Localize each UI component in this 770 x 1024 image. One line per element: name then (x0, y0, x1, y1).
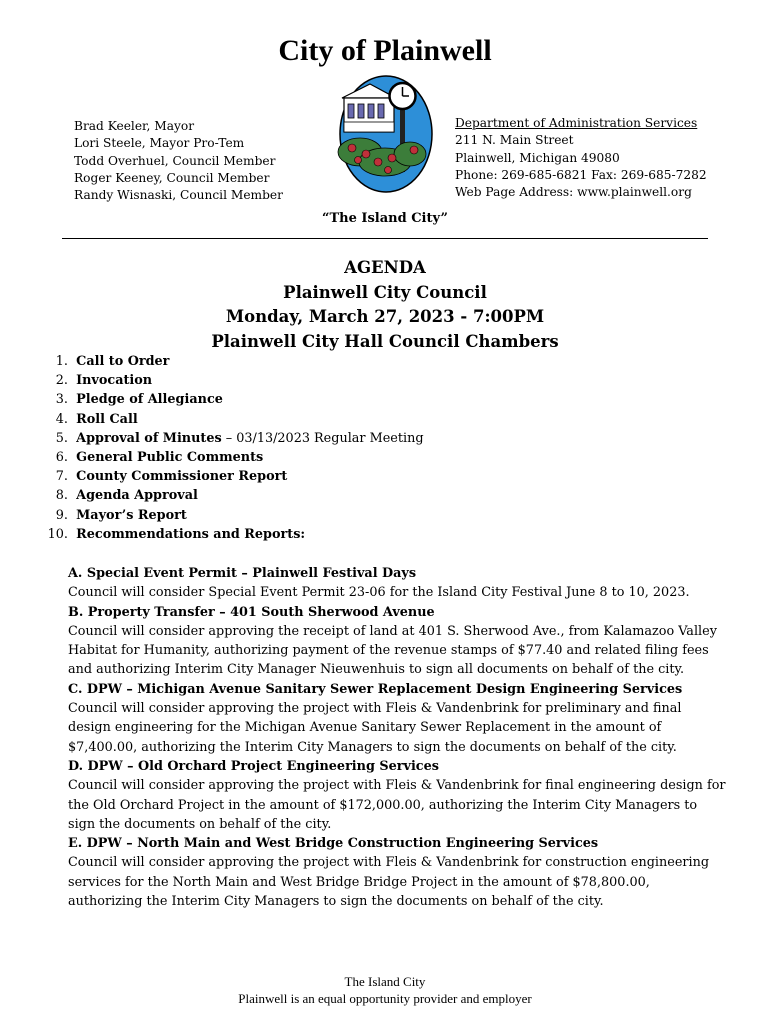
header-divider (62, 238, 708, 239)
item-number: 4. (55, 411, 68, 427)
item-number: 10. (47, 526, 68, 542)
report-heading: A. Special Event Permit – Plainwell Festival Days (68, 566, 417, 581)
agenda-location: Plainwell City Hall Council Chambers (211, 331, 559, 351)
city-hall-clock-logo-icon (330, 70, 442, 202)
item-number: 9. (55, 507, 68, 523)
city-tagline: “The Island City” (321, 211, 449, 226)
report-heading: E. DPW – North Main and West Bridge Construction Engineering Services (68, 836, 599, 852)
department-name: Department of Administration Services (455, 116, 698, 130)
footer-line: The Island City (344, 974, 426, 989)
council-member: Roger Keeney, Council Member (74, 170, 270, 185)
report-text: Council will consider approving the project with Fleis & Vandenbrink for construction engineering services for the North Main and West Bridge Bridge Project in the amount of $78,800.00, authorizing the Interim City Managers to sign the documents on behalf of the city. (68, 855, 710, 910)
item-label: Pledge of Allegiance (76, 392, 223, 408)
recommendations-reports (68, 564, 728, 911)
department-contact (455, 115, 707, 201)
item-number: 1. (55, 354, 68, 369)
report-text: Council will consider approving the receipt of land at 401 S. Sherwood Ave., from Kalamazoo Valley Habitat for Humanity, authorizing payment of the revenue stamps of $77.40 and related filing fees and authorizing Interim City Manager Nieuwenhuis to sign all documents on behalf of the city. (68, 623, 717, 678)
department-city: Plainwell, Michigan 49080 (455, 150, 620, 165)
agenda-items-list (40, 352, 424, 544)
item-number: 2. (55, 373, 68, 389)
item-label: General Public Comments (76, 450, 264, 466)
item-detail: – 03/13/2023 Regular Meeting (221, 430, 424, 446)
report-text: Council will consider approving the project with Fleis & Vandenbrink for preliminary and final design engineering for the Michigan Avenue Sanitary Sewer Replacement in the amount of $7,400.00, authorizing the Interim City Managers to sign the documents on behalf of the city. (68, 701, 682, 755)
agenda-body: Plainwell City Council (283, 282, 487, 302)
council-member: Randy Wisnaski, Council Member (74, 188, 283, 203)
item-label: Agenda Approval (76, 488, 198, 504)
list-item (40, 486, 424, 505)
item-number: 6. (55, 450, 68, 466)
item-label: County Commissioner Report (76, 469, 288, 485)
council-member: Lori Steele, Mayor Pro-Tem (74, 136, 245, 151)
department-web: Web Page Address: www.plainwell.org (455, 185, 692, 200)
item-label: Approval of Minutes (76, 430, 222, 446)
agenda-heading: AGENDA (344, 258, 426, 277)
report-text: Council will consider approving the project with Fleis & Vandenbrink for final engineering design for the Old Orchard Project in the amount of $172,000.00, authorizing the Interim City Managers to sign the documents on behalf of the city. (68, 778, 726, 832)
council-member: Brad Keeler, Mayor (74, 119, 195, 133)
item-label: Recommendations and Reports: (76, 526, 306, 542)
list-item (40, 429, 424, 448)
department-address: 211 N. Main Street (455, 133, 574, 148)
list-item (40, 506, 424, 525)
item-number: 5. (55, 430, 68, 446)
list-item (40, 410, 424, 429)
item-label: Mayor’s Report (76, 507, 187, 523)
page-footer (0, 973, 770, 1007)
item-number: 7. (55, 469, 68, 485)
list-item (40, 448, 424, 467)
agenda-date: Monday, March 27, 2023 - 7:00PM (225, 307, 545, 326)
council-member: Todd Overhuel, Council Member (74, 153, 276, 168)
list-item (40, 525, 424, 544)
council-members-list (74, 118, 283, 204)
footer-line: Plainwell is an equal opportunity provider and employer (238, 991, 532, 1006)
report-text: Council will consider Special Event Permit 23-06 for the Island City Festival June 8 to 10, 2023. (68, 585, 690, 601)
list-item (40, 390, 424, 409)
report-heading: C. DPW – Michigan Avenue Sanitary Sewer Replacement Design Engineering Services (68, 681, 683, 697)
item-number: 8. (55, 488, 68, 504)
list-item (40, 371, 424, 390)
list-item (40, 467, 424, 486)
list-item (40, 352, 424, 371)
page-title: City of Plainwell (278, 34, 492, 67)
item-label: Invocation (76, 373, 153, 389)
report-heading: D. DPW – Old Orchard Project Engineering Services (68, 758, 439, 774)
item-number: 3. (55, 392, 68, 408)
report-heading: B. Property Transfer – 401 South Sherwood Avenue (68, 604, 435, 620)
department-phone: Phone: 269-685-6821 Fax: 269-685-7282 (455, 167, 707, 182)
item-label: Call to Order (76, 354, 170, 369)
agenda-heading-block (0, 256, 770, 354)
item-label: Roll Call (76, 411, 138, 427)
